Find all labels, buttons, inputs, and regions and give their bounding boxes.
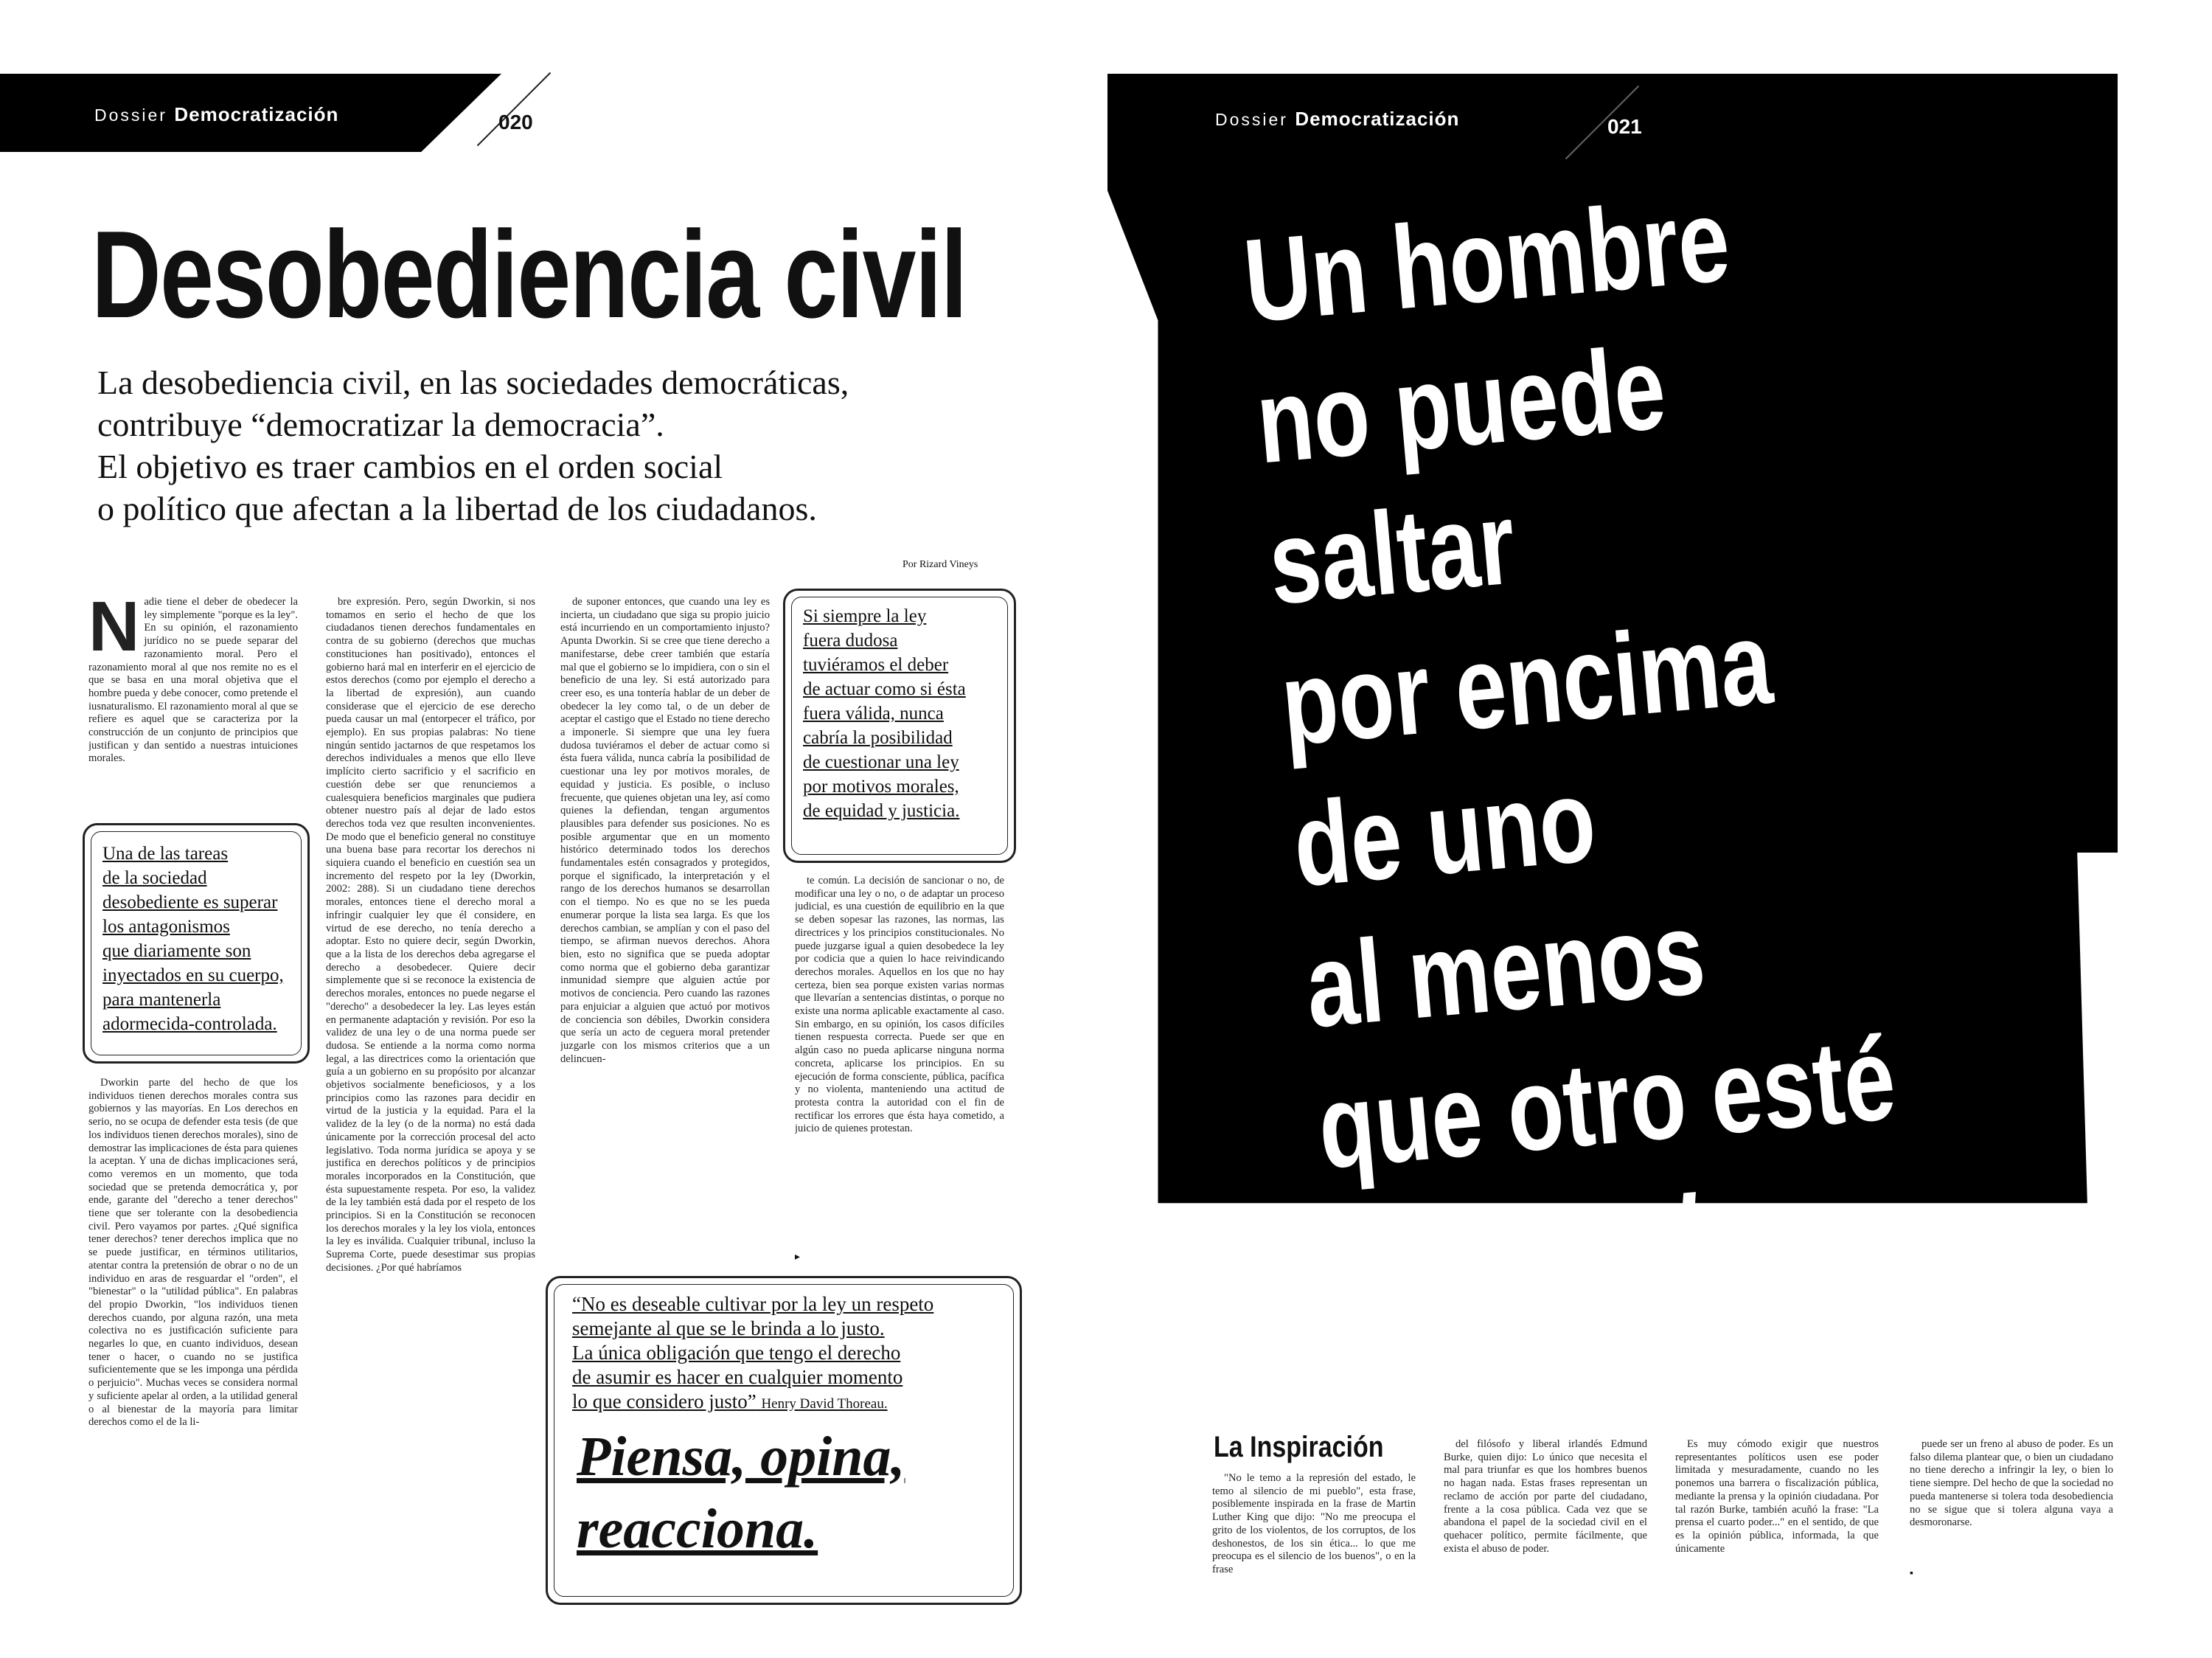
body-text: de suponer entonces, que cuando una ley es incierta, un ciudadano que siga su propio juicio está incurriendo en un comportamiento injusto? Apunta Dworkin. Si se cree que tiene derecho a manifestarse, debe creer también que estaría mal que el gobierno se lo impidiera, con o sin el beneficio de una ley. Si está autorizado para creer eso, es una tontería hablar de un deber de obedecer la ley como tal, o de un deber de aceptar el castigo que el Estado no tiene derecho a imponerle. Si siempre que una ley fuera dudosa tuviéramos el deber de actuar como si ésta fuera válida, nunca cabría la posibilidad de cuestionar una ley por motivos morales, de equidad y justicia. Es posible, o incluso frecuente, que quienes objetan una ley, así como quienes la defiendan, tengan argumentos plausibles para defender sus posiciones. No es posible argumentar que en un momento histórico determinado todos los derechos fundamentales estén consagrados y protegidos, porque el significado, la interpretación y el rango de los derechos humanos se desarrollan con el tiempo. No es que no se les pueda enumerar porque la lista sea larga. Es que los derechos cambian, se amplían y con el paso del tiempo, se afirman nuevos derechos. Ahora bien, esto no significa que se pueda adoptar como norma que el gobierno deba garantizar inmunidad siempre que alguien actúe por motivos de conciencia. Pero cuando las razones para enjuiciar a alguien que actuó por motivos de conciencia son débiles, Dworkin considera que sería un acto de ceguera moral pretender juzgarle con los mismos criterios que a un delincuen- — [560, 596, 770, 1065]
callout-top — [783, 589, 1016, 863]
article-column-2 — [326, 596, 535, 1602]
quote-line: La única obligación que tengo el derecho — [572, 1342, 901, 1364]
quote-line: lo que considero justo” — [572, 1390, 757, 1412]
quote-author: Henry David Thoreau. — [761, 1396, 888, 1412]
end-mark: ▪ — [1910, 1568, 1913, 1579]
callout-line: Si siempre la ley — [803, 606, 927, 626]
body-text: puede ser un freno al abuso de poder. Es un falso dilema plantear que, o bien un ciudadano no tiene derecho a infringir la ley, o bien lo tiene siempre. Del hecho de que la sociedad no pueda mantenerse si tolera toda desobediencia no se sigue que si tolera alguna vaya a desmoronarse. — [1910, 1438, 2113, 1529]
article-column-1-bottom — [88, 1077, 298, 1602]
end-mark: ▸ — [795, 1252, 801, 1263]
header-label — [94, 103, 338, 126]
quote-line-last: ayachado. — [1325, 1163, 1786, 1335]
callout-line: Una de las tareas — [102, 844, 229, 864]
article-column-1-top — [88, 596, 298, 810]
inspiracion-column-2 — [1444, 1438, 1647, 1602]
inspiracion-column-1 — [1212, 1472, 1416, 1602]
inspiracion-column-3 — [1675, 1438, 1879, 1602]
callout-line: adormecida-controlada. — [102, 1014, 277, 1034]
body-text: "No le temo a la represión del estado, le temo al silencio de mi pueblo", esta frase, posiblemente inspirada en la frase de Martin Luther King que dijo: "No me preocupa el grito de los violentos, de los corruptos, de los deshonestos, de los sin ética... lo que me preocupa es el silencio de los buenos", o en la frase — [1212, 1472, 1416, 1575]
lead-line: La desobediencia civil, en las sociedades democráticas, — [97, 364, 849, 401]
header-label-right — [1215, 108, 1459, 131]
page-number-left: 020 — [498, 111, 533, 133]
quote-line: al menos — [1301, 886, 1710, 1052]
callout-line: para mantenerla — [102, 990, 221, 1010]
inspiracion-column-4 — [1910, 1438, 2113, 1565]
body-text: te común. La decisión de sancionar o no, de modificar una ley o no, o de adaptar un proceso judicial, es una cuestión de equilibrio en la que se deben sopesar las razones, las normas, las directrices y los principios constitucionales. No puede juzgarse igual a quien desobedece la ley por codicia que a quien lo hace reivindicando derechos morales. Aquellos en los que no hay certeza, bien sea porque existen varias normas que llevarían a sentencias distintas, o porque no existe una norma aplicable exactamente al caso. Sin embargo, en su opinión, los casos difíciles tienen respuesta correcta. Puede ser que en algún caso no pueda aplicarse ninguna norma concreta, aplicarse los principios. En su ejecución de forma consciente, pública, pacífica y no violenta, manteniendo una actitud de protesta contra la autoridad con el fin de rectificar los errores que ésta haya cometido, a juicio de quienes protestan. — [795, 875, 1004, 1135]
callout-line: tuviéramos el deber — [803, 655, 949, 675]
quote-line: Un hombre — [1239, 173, 1735, 347]
page-number-right: 021 — [1607, 115, 1642, 138]
quote-line: saltar — [1263, 476, 1520, 629]
callout-line: cabría la posibilidad — [803, 728, 953, 748]
body-text: adie tiene el deber de obedecer la ley simplemente "porque es la ley". En su opinión, el razonamiento jurídico no se puede separar del razonamiento moral. Pero el razonamiento moral al que nos remite no es el que se basa en una moral objetiva que el hombre pueda y debe conocer, como pretende el iusnaturalismo. El razonamiento moral al que se refiere es aquel que se caracteriza por la construcción de un conjunto de principios que justifican y dan sentido a nuestras intuiciones morales. — [88, 596, 298, 765]
quote-line: de asumir es hacer en cualquier momento — [572, 1366, 903, 1388]
quote-line: de uno — [1288, 753, 1601, 912]
slogan-line: Piensa, opina, — [577, 1426, 905, 1488]
callout-top-text — [803, 604, 966, 823]
callout-line: los antagonismos — [102, 917, 230, 937]
callout-left-text — [102, 842, 284, 1036]
callout-line: que diariamente son — [102, 941, 251, 961]
byline: Por Rizard Vineys — [902, 559, 978, 570]
body-text: del filósofo y liberal irlandés Edmund Burke, quien dijo: Lo único que necesita el mal para triunfar es que los hombres buenos no hagan nada. Estas frases representan un reclamo de acción por parte del ciudadano, frente a la cosa pública. Cada vez que se abandona el papel de la sociedad civil en el quehacer político, permite fácilmente, que exista el abuso de poder. — [1444, 1438, 1647, 1555]
callout-line: de cuestionar una ley — [803, 752, 959, 772]
quote-author: Martin Luther King — [1914, 1353, 2020, 1365]
callout-line: fuera válida, nunca — [803, 704, 944, 724]
callout-line: de equidad y justicia. — [803, 801, 960, 821]
body-text: Dworkin parte del hecho de que los individuos tienen derechos morales contra sus gobiernos y las mayorías. En Los derechos en serio, no se ocupa de defender esta tesis (de que los individuos tienen derechos morales), sino de demostrar las implicaciones de ésta para quienes la aceptan. Y una de dichas implicaciones será, como veremos en un momento, que toda sociedad que se pretenda democrática y, por ende, garante del "derecho a tener derechos" tiene que ser tolerante con la desobediencia civil. Pero vayamos por partes. ¿Qué significa tener derechos? tener derechos implica que no se puede justificar, en términos utilitarios, atentar contra la pretensión de obrar o no de un individuo en aras de resguardar el "orden", el "bienestar" o la "utilidad pública". En palabras del propio Dworkin, "los individuos tienen derechos cuando, por alguna razón, una meta colectiva no es justificación suficiente para negarles lo que, en cuanto individuos, desean tener o hacer, o cuando no se justifica suficientemente que se les imponga una pérdida o perjuicio". Muchas veces se considera normal y suficiente apelar al orden, a la utilidad general o al bienestar de la mayoría para limitar derechos como el de la li- — [88, 1077, 298, 1429]
drop-cap: N — [88, 596, 140, 666]
article-column-4 — [795, 875, 1004, 1248]
body-text: bre expresión. Pero, según Dworkin, si nos tomamos en serio el hecho de que los ciudadanos tienen derechos fundamentales en contra de su gobierno (derechos que muchas constituciones han positivado), entonces el gobierno hará mal en interferir en el ejercicio de estos derechos (como por ejemplo el derecho a la libertad de expresión), aun cuando considerase que el ejercicio de ese derecho pueda causar un mal (entorpecer el tráfico, por ejemplo). En sus propias palabras: No tiene ningún sentido jactarnos de que respetamos los derechos individuales a menos que ello lleve implícito cierto sacrificio y el sacrificio en cuestión debe ser que renunciemos a cualesquiera beneficios marginales que pudiera obtener nuestro país al dejar de lado estos derechos toda vez que resulten inconvenientes. De modo que el beneficio general no constituye una buena base para recortar los derechos ni siquiera cuando el beneficio en cuestión sea un incremento del respeto por la ley (Dworkin, 2002: 288). Si un ciudadano tiene derechos morales, entonces tiene el derecho moral a infringir cualquier ley que él considere, en virtud de ese derecho, no tenía derecho a adoptar. Esto no quiere decir, según Dworkin, que a la lista de los derechos deba agregarse el derecho a desobedecer. Quiere decir simplemente que si se reconoce la existencia de derechos morales, entonces no puede negarse el "derecho" a desobedecer la ley. Las leyes están en permanente adaptación y revisión. Por eso la validez de una ley o de una norma puede ser dudosa. Se entiende a la norma como norma legal, a las directrices como la orientación que guía a un gobierno en su propósito por alcanzar objetivos socialmente beneficiosos, y a los principios como las razones para decidir en virtud de la justicia y la equidad. Para el la validez de la ley (o de la norma) no está dada únicamente por la corrección procesal del acto legislativo. Toda norma jurídica se apoya y se justifica en derechos políticos y de principios morales incorporados en la Constitución, que ésta supuestamente respeta. Por eso, la validez de la ley también está dada por el respeto de los principios. Si en la Constitución se reconocen los derechos morales y la ley los viola, entonces la ley es inválida. Cualquier tribunal, incluso la Suprema Corte, puede desestimar sus propias decisiones. ¿Por qué habríamos — [326, 596, 535, 1274]
lead-line: El objetivo es traer cambios en el orden social — [97, 448, 723, 485]
dossier-label: Dossier — [1215, 110, 1288, 129]
callout-line: desobediente es superar — [102, 892, 278, 912]
lead-line: contribuye “democratizar la democracia”. — [97, 406, 664, 443]
quote-line: no puede — [1251, 320, 1671, 488]
body-text: Es muy cómodo exigir que nuestros representantes políticos usen ese poder limitada y mesuradamente, cuando no les ponemos una barrera o fiscalización pública, mediante la prensa y la opinión ciudadana. Por tal razón Burke, también acuñó la frase: "La prensa el cuarto poder..." en el sentido, de que es la opinión pública, informada, la que únicamente — [1675, 1438, 1879, 1555]
thoreau-quote — [572, 1292, 933, 1416]
slogan-line: reacciona. — [577, 1498, 818, 1560]
section-label: Democratización — [174, 103, 339, 125]
quote-line: por encima — [1276, 595, 1777, 771]
quote-line-last — [572, 1390, 933, 1416]
slogan — [577, 1421, 905, 1565]
callout-line: de la sociedad — [102, 868, 207, 888]
callout-line: inyectados en su cuerpo, — [102, 965, 284, 985]
quote-line: “No es deseable cultivar por la ley un respeto — [572, 1293, 934, 1315]
inspiracion-title: La Inspiración — [1214, 1431, 1384, 1463]
pull-quote — [1239, 161, 1913, 1339]
article-lead — [97, 361, 1041, 530]
quote-line: semejante al que se le brinda a lo justo. — [572, 1317, 885, 1339]
section-label: Democratización — [1295, 108, 1460, 130]
article-title: Desobediencia civil — [91, 205, 967, 344]
quote-line: que otro esté — [1312, 1011, 1901, 1193]
dossier-label: Dossier — [94, 105, 167, 125]
lead-line: o político que afectan a la libertad de los ciudadanos. — [97, 490, 817, 527]
callout-line: fuera dudosa — [803, 631, 898, 651]
callout-line: de actuar como si ésta — [803, 679, 966, 699]
article-column-3 — [560, 596, 770, 1263]
callout-left — [83, 823, 310, 1064]
callout-line: por motivos morales, — [803, 777, 959, 797]
